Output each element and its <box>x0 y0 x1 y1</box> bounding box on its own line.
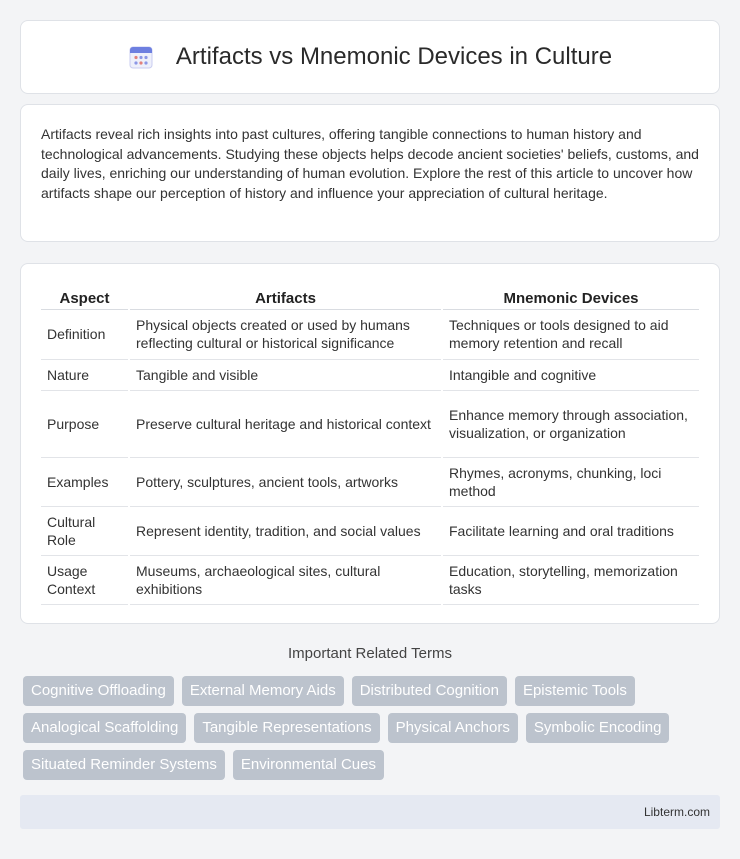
table-row <box>41 390 699 457</box>
aspect-cell: Usage Context <box>41 555 129 604</box>
table-row <box>41 309 699 359</box>
tag-row <box>23 676 723 706</box>
aspect-cell: Examples <box>41 457 129 506</box>
aspect-cell: Nature <box>41 359 129 390</box>
artifacts-cell: Museums, archaeological sites, cultural exhibitions <box>129 555 442 604</box>
aspect-cell: Purpose <box>41 390 129 457</box>
calendar-grid-icon <box>128 44 154 70</box>
page-title: Artifacts vs Mnemonic Devices in Culture <box>175 43 613 70</box>
table-row <box>41 506 699 555</box>
tag-row <box>23 713 723 743</box>
mnemonic-cell: Enhance memory through association, visualization, or organization <box>442 390 699 457</box>
related-term-tag[interactable]: Distributed Cognition <box>352 676 507 706</box>
mnemonic-cell: Intangible and cognitive <box>442 359 699 390</box>
related-term-tag[interactable]: Cognitive Offloading <box>23 676 174 706</box>
table-row <box>41 359 699 390</box>
related-terms-list <box>23 676 723 787</box>
mnemonic-cell: Facilitate learning and oral traditions <box>442 506 699 555</box>
comparison-table <box>41 285 699 605</box>
aspect-cell: Cultural Role <box>41 506 129 555</box>
aspect-cell: Definition <box>41 309 129 359</box>
related-term-tag[interactable]: Epistemic Tools <box>515 676 635 706</box>
comparison-table-card <box>20 263 720 624</box>
mnemonic-cell: Rhymes, acronyms, chunking, loci method <box>442 457 699 506</box>
table-header-row <box>41 285 699 309</box>
related-term-tag[interactable]: Situated Reminder Systems <box>23 750 225 780</box>
artifacts-cell: Tangible and visible <box>129 359 442 390</box>
header-card <box>20 20 720 94</box>
related-term-tag[interactable]: Analogical Scaffolding <box>23 713 186 743</box>
mnemonic-cell: Techniques or tools designed to aid memory retention and recall <box>442 309 699 359</box>
intro-text: Artifacts reveal rich insights into past cultures, offering tangible connections to human history and technological advancements. Studying these objects helps decode ancient societies' beliefs, customs, and daily lives, enriching our understanding of human evolution. Explore the rest of this article to uncover how artifacts shape our perception of history and influence your appreciation of cultural heritage. <box>41 126 699 201</box>
related-term-tag[interactable]: Physical Anchors <box>388 713 518 743</box>
artifacts-cell: Physical objects created or used by humans reflecting cultural or historical significance <box>129 309 442 359</box>
artifacts-cell: Preserve cultural heritage and historical context <box>129 390 442 457</box>
related-term-tag[interactable]: Symbolic Encoding <box>526 713 670 743</box>
tag-row <box>23 750 723 780</box>
related-terms-title: Important Related Terms <box>288 645 452 662</box>
intro-card <box>20 104 720 242</box>
table-row <box>41 457 699 506</box>
column-header: Aspect <box>41 285 129 309</box>
artifacts-cell: Pottery, sculptures, ancient tools, artworks <box>129 457 442 506</box>
table-row <box>41 555 699 604</box>
footer <box>20 795 720 829</box>
footer-site-link[interactable]: Libterm.com <box>643 805 710 819</box>
mnemonic-cell: Education, storytelling, memorization tasks <box>442 555 699 604</box>
related-term-tag[interactable]: Tangible Representations <box>194 713 379 743</box>
column-header: Artifacts <box>129 285 442 309</box>
artifacts-cell: Represent identity, tradition, and social values <box>129 506 442 555</box>
related-term-tag[interactable]: External Memory Aids <box>182 676 344 706</box>
related-term-tag[interactable]: Environmental Cues <box>233 750 384 780</box>
column-header: Mnemonic Devices <box>442 285 699 309</box>
